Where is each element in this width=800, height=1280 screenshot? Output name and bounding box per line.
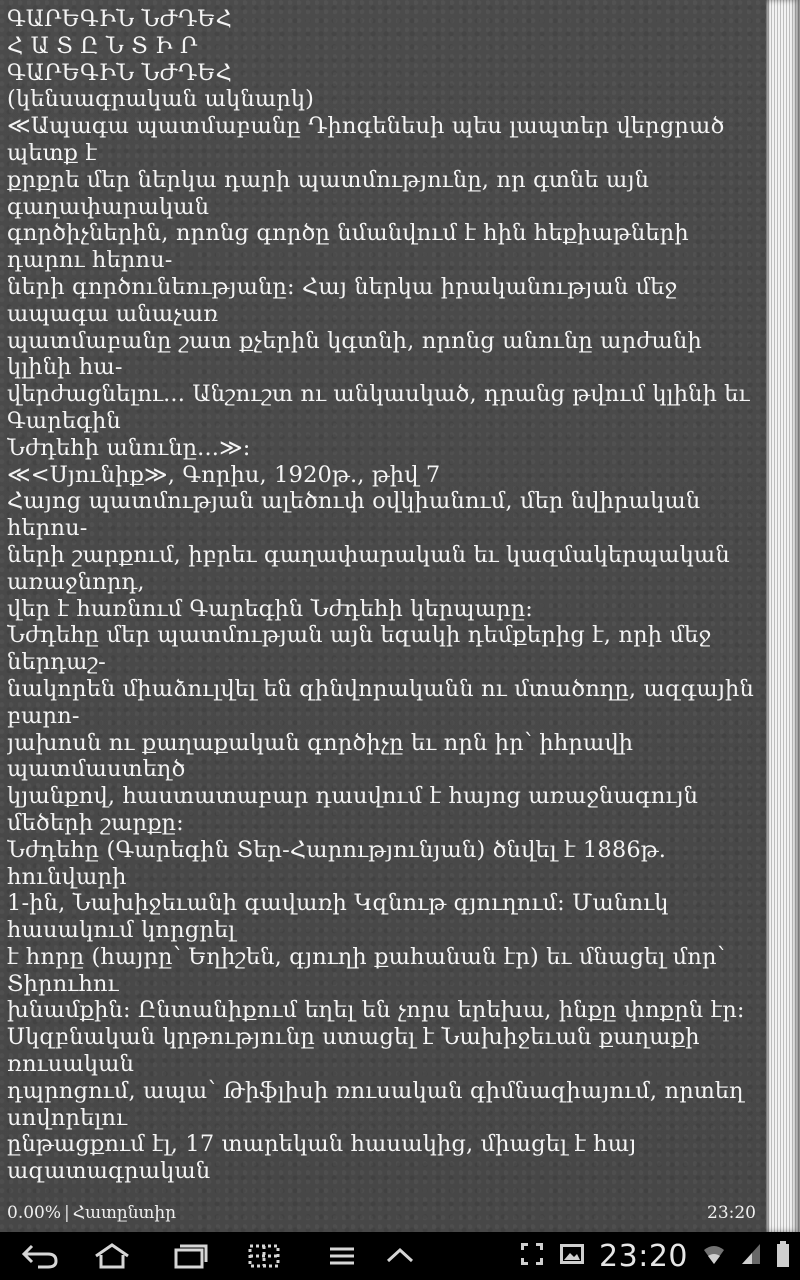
status-clock: 23:20 [599,1238,688,1274]
text-line: յախոսն ու քաղաքական գործիչը եւ որն իր՝ իհրավի [7,729,634,756]
screenshot-icon [244,1241,284,1271]
text-line: ների շարքում, իբրեւ գաղափարական եւ կազմակերպական [7,541,730,568]
wifi-icon [702,1242,726,1270]
text-line: մեծերի շարքը: [7,809,184,836]
progress-percent: 0.00% [7,1203,62,1223]
text-line: վերժացնելու... Անշուշտ ու անկասկած, դրանց թվում կլինի եւ [7,381,750,408]
text-line: վեր է հառնում Գարեգին Նժդեհի կերպարը: [7,595,534,622]
text-line: պատմաբանը շատ քչերին կգտնի, որոնց անունը արժանի [7,327,702,354]
text-line: ռուսական [7,1051,135,1078]
home-icon [92,1241,132,1271]
screenshot-button[interactable] [236,1232,292,1280]
text-line: Նժդեհը մեր պատմության այն եզակի դեմքերից է, որի մեջ [7,622,712,649]
text-line: քրքրե մեր ներկա դարի պատմությունը, որ գտնե այն [7,166,650,193]
text-line: ներդաշ- [7,649,106,676]
text-line: կյանքով, հաստատաբար դասվում է հայոց առաջնագույն [7,783,699,810]
text-line: Տիրուհու [7,970,119,997]
text-line: դպրոցում, ապա՝ Թիֆլիսի ռուսական գիմնազիայում, որտեղ [7,1077,744,1104]
text-line: ների գործունեությանը: Հայ ներկա իրականության մեջ [7,273,678,300]
text-line: կլինի հա- [7,354,123,381]
menu-button[interactable] [314,1232,370,1280]
text-line: ≪Ապագա պատմաբանը Դիոգենեսի պես լապտեր վերցրած [7,113,725,140]
text-line: Հայոց պատմության ալեծուփ օվկիանում, մեր նվիրական [7,488,701,515]
reading-progress [7,1201,176,1225]
section-title: Հատընտիր [72,1203,177,1223]
text-line: ապագա անաչառ [7,300,219,327]
back-button[interactable] [12,1232,68,1280]
text-line: Նժդեհը (Գարեգին Տեր-Հարությունյան) ծնվել է 1886թ. [7,836,667,863]
text-line: սովորելու [7,1104,128,1131]
text-line: առաջնորդ, [7,568,145,595]
text-line: հունվարի [7,863,127,890]
signal-icon [740,1242,762,1270]
system-navigation-bar [0,1232,800,1280]
status-area[interactable] [519,1232,790,1280]
progress-separator: | [64,1203,70,1223]
text-line: նակորեն միաձուլվել են զինվորականն ու մտածողը, ազգային [7,675,754,702]
home-button[interactable] [84,1232,140,1280]
text-line: Նժդեհի անունը...≫: [7,434,251,461]
fullscreen-icon[interactable] [519,1241,545,1271]
text-line: Հ Ա Տ Ը Ն Տ Ի Ր [7,32,198,59]
page-edges [766,0,800,1232]
expand-button[interactable] [372,1232,428,1280]
text-line: հերոս- [7,515,88,542]
text-line: ազատագրական [7,1158,211,1185]
recent-apps-button[interactable] [160,1232,216,1280]
text-line: ≪<Սյունիք≫, Գորիս, 1920թ., թիվ 7 [7,461,441,488]
gallery-icon [559,1242,585,1270]
chevron-up-icon [380,1241,420,1271]
battery-icon [776,1241,790,1271]
text-line: դարու հերոս- [7,247,173,274]
recent-apps-icon [168,1241,208,1271]
text-line: հասակում կորցրել [7,917,236,944]
text-line: խնամքին: Ընտանիքում եղել են չորս երեխա, ինքը փոքրն էր: [7,997,745,1024]
text-line: գաղափարական [7,193,210,220]
reader-clock: 23:20 [707,1203,756,1223]
back-icon [20,1241,60,1271]
text-line: գործիչներին, որոնց գործը նմանվում է հին հեքիաթների [7,220,689,247]
text-line: Գարեգին [7,407,121,434]
text-line: (կենսագրական ակնարկ) [7,86,315,113]
text-line: ընթացքում էլ, 17 տարեկան հասակից, միացել է հայ [7,1131,637,1158]
text-line: է հորը (հայրը՝ Եղիշեն, գյուղի քահանան էր) եւ մնացել մոր՝ [7,943,726,970]
text-line: Սկզբնական կրթությունը ստացել է Նախիջեւան քաղաքի [7,1024,700,1051]
text-line: բարո- [7,702,80,729]
text-line: պատմաստեղծ [7,756,186,783]
text-line: ԳԱՐԵԳԻՆ ՆԺԴԵՀ [7,6,232,32]
book-text[interactable] [7,6,767,1185]
menu-icon [322,1241,362,1271]
text-line: ԳԱՐԵԳԻՆ ՆԺԴԵՀ [7,59,232,86]
text-line: 1-ին, Նախիջեւանի գավառի Կզնութ գյուղում: Մանուկ [7,890,669,917]
text-line: պետք է [7,139,98,166]
